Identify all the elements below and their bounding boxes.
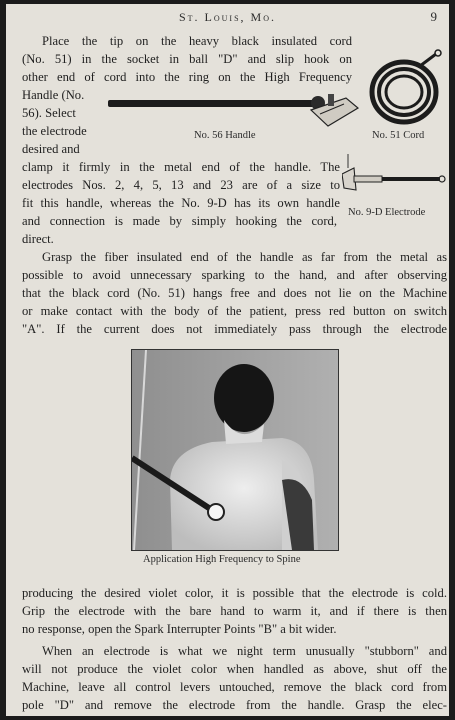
cord-caption: No. 51 Cord	[372, 130, 425, 141]
text-line: Handle (No.	[22, 88, 85, 102]
paragraph-4	[22, 642, 447, 714]
text-line: other end of cord into the ring on the High Frequency	[22, 70, 352, 84]
paragraph-3	[22, 584, 447, 638]
text-line: that the black cord (No. 51) hangs free and does not lie on the Machine	[22, 286, 447, 300]
text-line: Grip the electrode with the bare hand to warm it, and if there is then	[22, 604, 447, 618]
photo-caption: Application High Frequency to Spine	[143, 554, 301, 565]
book-page	[6, 4, 449, 716]
paragraph-2	[22, 248, 447, 338]
text-line: fit this handle, whereas the No. 9-D has its own handle	[22, 196, 340, 210]
text-line: pole "D" and remove the electrode from the handle. Grasp the elec-	[22, 698, 447, 712]
paragraph-1-bottom	[22, 158, 340, 248]
text-line: (No. 51) in the socket in ball "D" and slip hook on	[22, 52, 352, 66]
text-line: "A". If the current does not immediately pass through the electrode	[22, 322, 447, 336]
handle-caption: No. 56 Handle	[194, 130, 256, 141]
text-line: producing the desired violet color, it is possible that the electrode is cold.	[22, 586, 447, 600]
electrode-caption: No. 9-D Electrode	[348, 207, 426, 218]
text-line: desired and	[22, 142, 80, 156]
text-line: direct.	[22, 232, 54, 246]
text-line: Machine, leave all control levers untouched, remove the black cord from	[22, 680, 447, 694]
handle-illustration	[106, 92, 361, 134]
electrode-illustration	[342, 154, 447, 202]
running-head: St. Louis, Mo.	[178, 10, 276, 24]
text-line: no response, open the Spark Interrupter Points "B" a bit wider.	[22, 622, 337, 636]
text-line: electrodes Nos. 2, 4, 5, 13 and 23 are of a size to	[22, 178, 340, 192]
spine-photo	[131, 349, 339, 551]
text-line: When an electrode is what we night term unusually "stubborn" and	[42, 644, 447, 658]
text-line: will not produce the violet color when handled as above, shut off the	[22, 662, 447, 676]
text-line: Place the tip on the heavy black insulated cord	[42, 34, 352, 48]
cord-illustration	[366, 48, 444, 128]
text-line: the electrode	[22, 124, 87, 138]
text-line: possible to avoid unnecessary sparking to the hand, and after observing	[22, 268, 447, 282]
text-line: and connection is made by simply hooking the cord,	[22, 214, 337, 228]
text-line: or make contact with the body of the patient, press red button on switch	[22, 304, 447, 318]
text-line: Grasp the fiber insulated end of the handle as far from the metal as	[42, 250, 447, 264]
patient-photo-image	[132, 350, 338, 550]
page-number: 9	[430, 9, 437, 24]
text-line: clamp it firmly in the metal end of the handle. The	[22, 160, 340, 174]
text-line: 56). Select	[22, 106, 76, 120]
